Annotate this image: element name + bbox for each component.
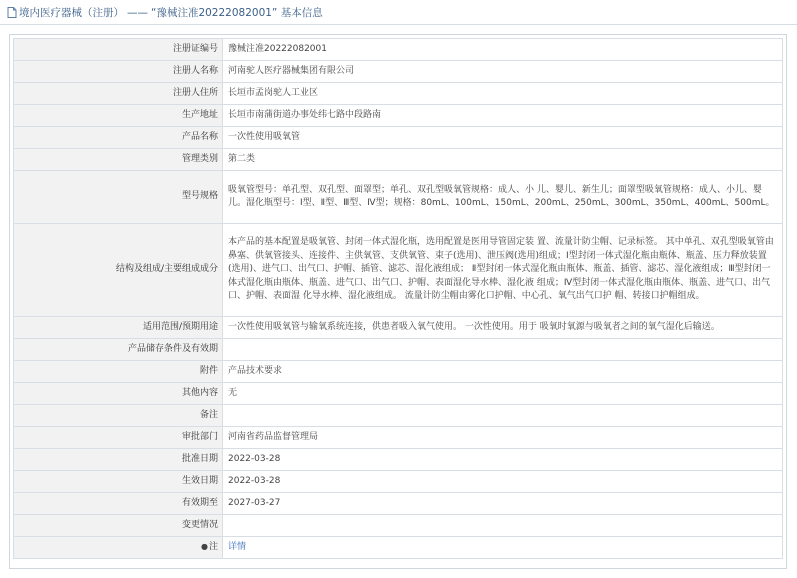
page-title xyxy=(19,5,323,20)
table-row xyxy=(14,339,783,361)
row-value: 第二类 xyxy=(223,149,783,171)
table-row xyxy=(14,427,783,449)
row-label: 有效期至 xyxy=(14,493,223,515)
row-value: 豫械注准20222082001 xyxy=(223,39,783,61)
table-row xyxy=(14,361,783,383)
row-value: 一次性使用吸氧管 xyxy=(223,127,783,149)
table-row xyxy=(14,39,783,61)
row-value: 河南省药品监督管理局 xyxy=(223,427,783,449)
row-label: 适用范围/预期用途 xyxy=(14,317,223,339)
row-label-note xyxy=(14,537,223,559)
pin-icon: ● xyxy=(201,542,208,552)
row-value: 长垣市孟岗驼人工业区 xyxy=(223,83,783,105)
row-label: 管理类别 xyxy=(14,149,223,171)
table-row xyxy=(14,405,783,427)
row-value: 无 xyxy=(223,383,783,405)
row-label: 型号规格 xyxy=(14,171,223,224)
row-label: 产品储存条件及有效期 xyxy=(14,339,223,361)
table-row xyxy=(14,224,783,317)
row-label: 变更情况 xyxy=(14,515,223,537)
row-label: 结构及组成/主要组成成分 xyxy=(14,224,223,317)
row-value: 吸氧管型号：单孔型、双孔型、面罩型；单孔、双孔型吸氧管规格：成人、小 儿、婴儿、新生儿；面罩型吸氧管规格：成人、小儿、婴儿。湿化瓶型号：Ⅰ型、Ⅱ型、Ⅲ型、Ⅳ型；规格：80mL、100mL、150mL、200mL、250mL、300mL、350mL、400mL、500mL。 xyxy=(223,171,783,224)
detail-table xyxy=(13,38,783,559)
title-subject: “豫械注准20222082001” xyxy=(151,6,278,19)
table-row xyxy=(14,171,783,224)
row-label: 审批部门 xyxy=(14,427,223,449)
row-value: 长垣市南蒲街道办事处纬七路中段路南 xyxy=(223,105,783,127)
row-value: 产品技术要求 xyxy=(223,361,783,383)
row-value: 一次性使用吸氧管与输氧系统连接，供患者吸入氧气使用。 一次性使用。用于 吸氧时氧源与吸氧者之间的氧气湿化后输送。 xyxy=(223,317,783,339)
row-value xyxy=(223,515,783,537)
row-label: 注册证编号 xyxy=(14,39,223,61)
row-label: 批准日期 xyxy=(14,449,223,471)
table-row xyxy=(14,471,783,493)
document-icon xyxy=(6,7,17,18)
row-value: 2027-03-27 xyxy=(223,493,783,515)
note-label: 注 xyxy=(208,542,218,553)
table-row xyxy=(14,317,783,339)
row-label: 生产地址 xyxy=(14,105,223,127)
row-value xyxy=(223,339,783,361)
row-value xyxy=(223,405,783,427)
row-value: 本产品的基本配置是吸氧管、封闭一体式湿化瓶，选用配置是医用导管固定装 置、流量计防尘帽、记录标签。 其中单孔、双孔型吸氧管由鼻塞、供氧管接头、连接件、主供氧管、支供氧管、束子(选用)、泄压阀(选用)组成；Ⅰ型封闭一体式湿化瓶由瓶体、瓶盖、压力释放装置(选用)、进气口、出气口、护帽、插管、滤芯、湿化液组成； Ⅱ型封闭一体式湿化瓶由瓶体、瓶盖、插管、滤芯、湿化液组成；Ⅲ型封闭一 体式湿化瓶由瓶体、瓶盖、进气口、出气口、护帽、表面湿化导水棒、湿化液 组成；Ⅳ型封闭一体式湿化瓶由瓶体、瓶盖、进气口、出气口、护帽、表面湿 化导水棒、湿化液组成。 流量计防尘帽由雾化口护帽、中心孔、氧气出气口护 帽、转接口护帽组成。 xyxy=(223,224,783,317)
row-value xyxy=(223,537,783,559)
row-label: 注册人住所 xyxy=(14,83,223,105)
title-section: 境内医疗器械（注册） xyxy=(19,6,124,19)
table-row xyxy=(14,515,783,537)
row-label: 备注 xyxy=(14,405,223,427)
table-row xyxy=(14,127,783,149)
table-row xyxy=(14,61,783,83)
row-value: 2022-03-28 xyxy=(223,471,783,493)
details-link[interactable]: 详情 xyxy=(228,541,247,552)
detail-panel xyxy=(9,34,787,569)
page-header xyxy=(0,0,797,25)
row-label: 附件 xyxy=(14,361,223,383)
row-label: 产品名称 xyxy=(14,127,223,149)
row-label: 注册人名称 xyxy=(14,61,223,83)
row-value: 河南驼人医疗器械集团有限公司 xyxy=(223,61,783,83)
table-row xyxy=(14,83,783,105)
table-row xyxy=(14,149,783,171)
row-value: 2022-03-28 xyxy=(223,449,783,471)
table-row xyxy=(14,105,783,127)
row-label: 生效日期 xyxy=(14,471,223,493)
table-row xyxy=(14,493,783,515)
row-label: 其他内容 xyxy=(14,383,223,405)
title-suffix: 基本信息 xyxy=(280,6,323,19)
table-row xyxy=(14,383,783,405)
table-row xyxy=(14,537,783,559)
title-separator: —— xyxy=(127,6,148,19)
table-row xyxy=(14,449,783,471)
